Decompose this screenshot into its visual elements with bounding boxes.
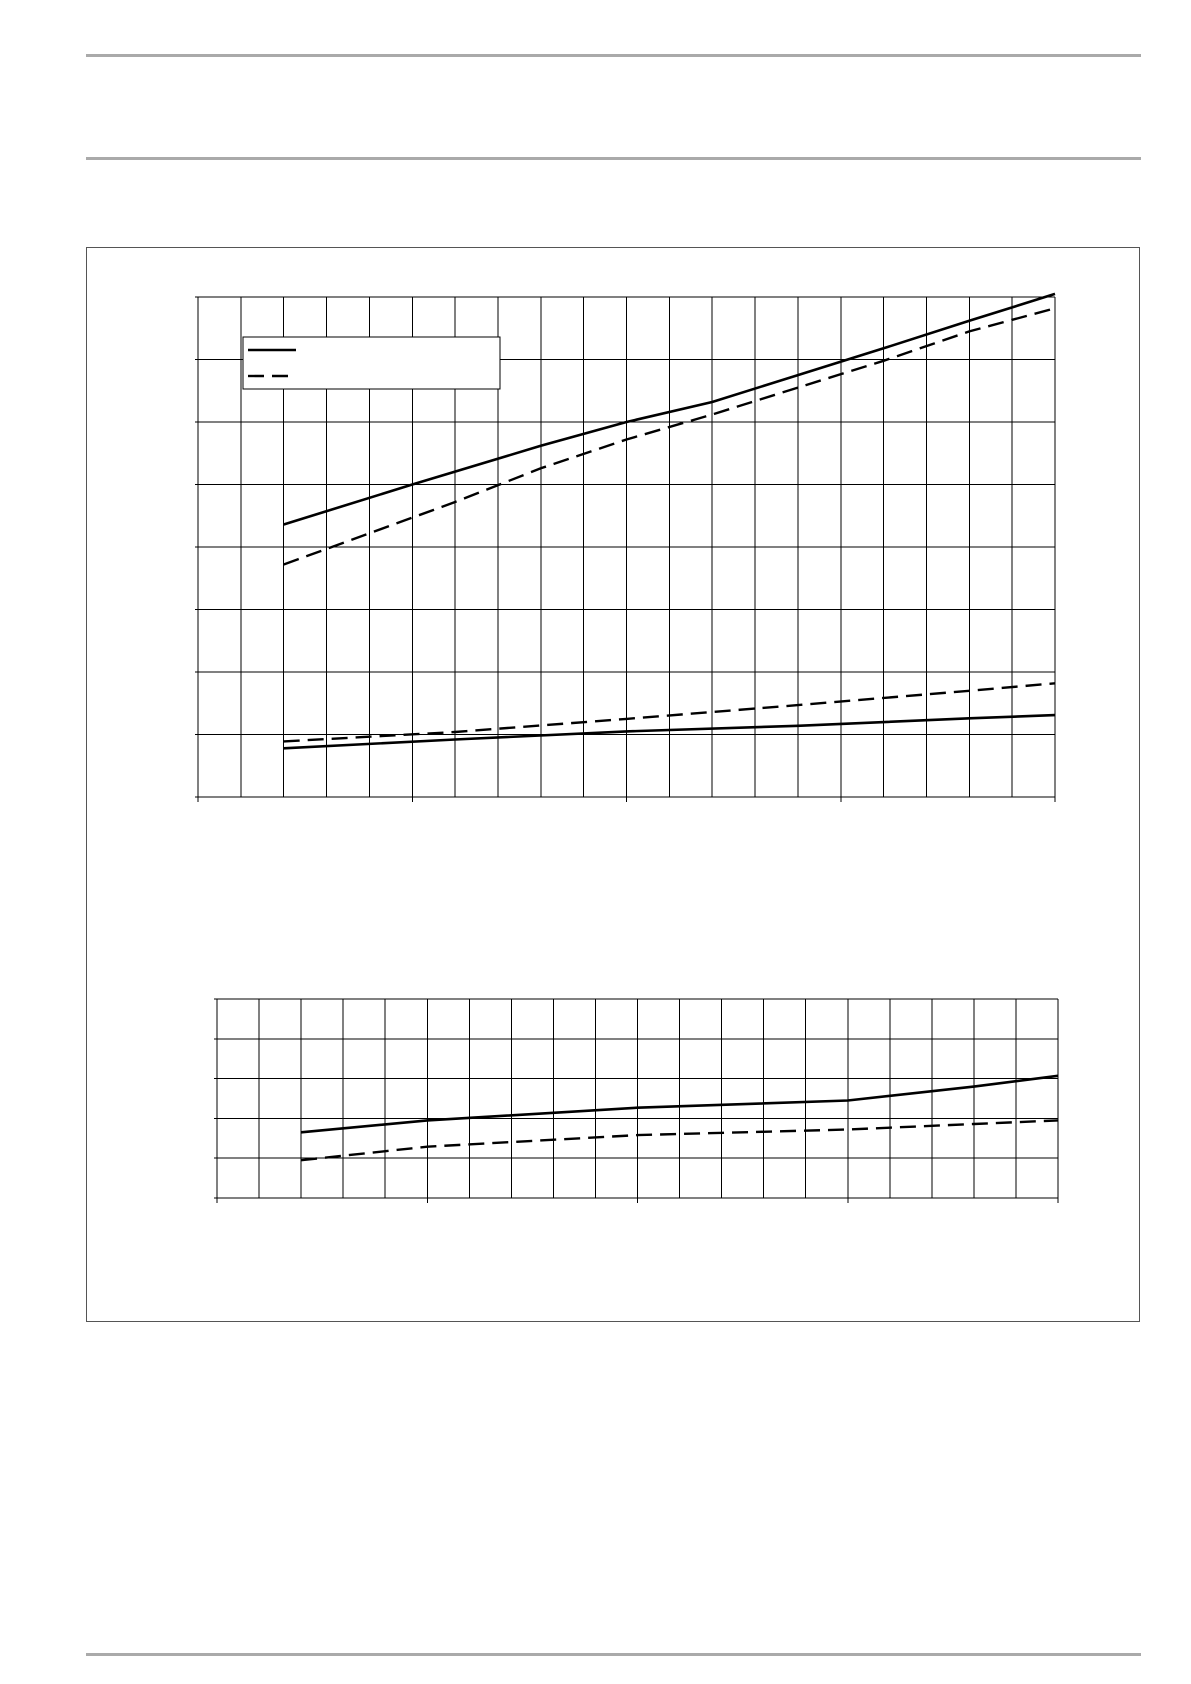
legend xyxy=(243,337,500,389)
lower-chart xyxy=(214,999,1058,1203)
legend-box xyxy=(243,337,500,389)
grid xyxy=(214,999,1058,1203)
upper-chart xyxy=(195,294,1055,802)
